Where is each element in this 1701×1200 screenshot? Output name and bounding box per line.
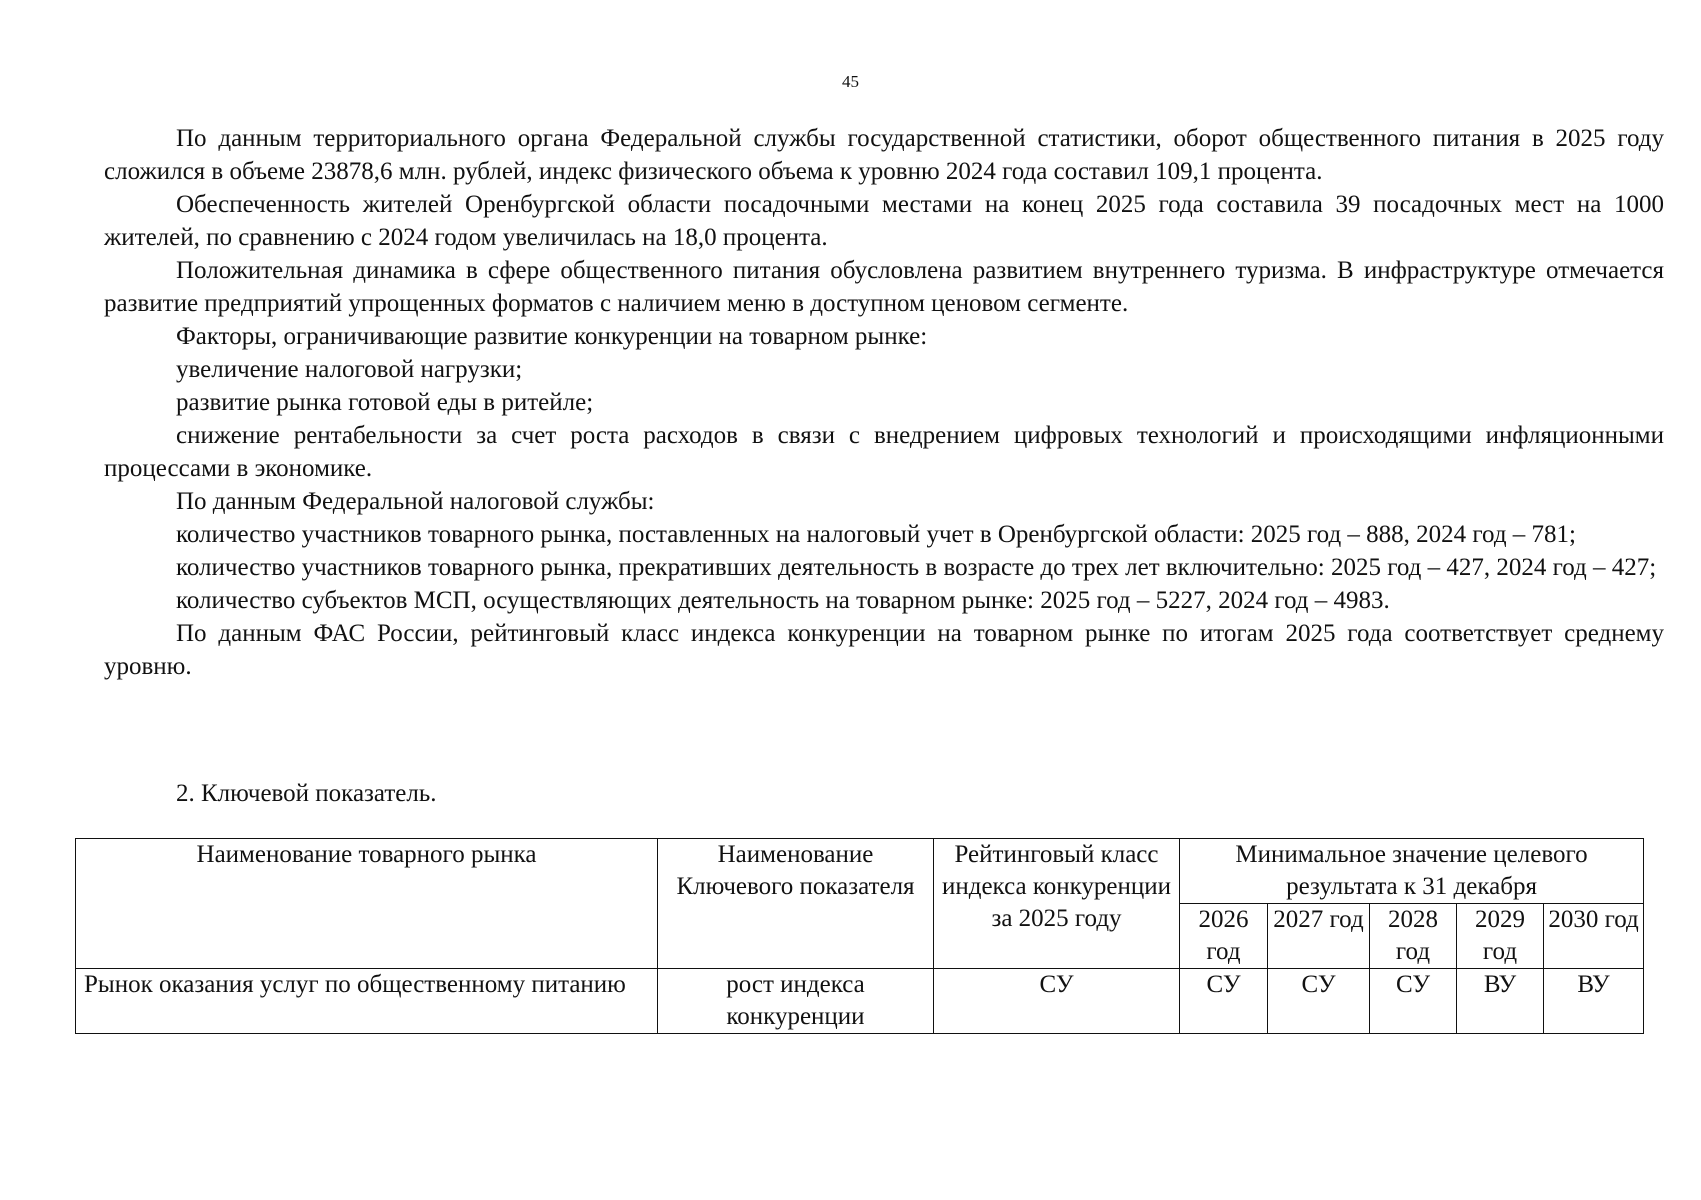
cell-target: СУ	[1268, 969, 1370, 1034]
cell-target: СУ	[1370, 969, 1457, 1034]
list-item: количество участников товарного рынка, прекративших деятельность в возрасте до трех лет включительно: 2025 год – 427, 2024 год – 427;	[176, 554, 1657, 581]
paragraph: По данным территориального органа Федеральной службы государственной статистики, оборот общественного питания в 2025 году сложился в объеме 23878,6 млн. рублей, индекс физического объема к уровню 2024 года составил 109,1 процента.	[104, 125, 1664, 185]
paragraph: Факторы, ограничивающие развитие конкуренции на товарном рынке:	[176, 323, 928, 350]
document-body	[104, 122, 1664, 683]
paragraph: По данным ФАС России, рейтинговый класс индекса конкуренции на товарном рынке по итогам 2025 года соответствует среднему уровню.	[104, 620, 1664, 680]
page-number: 45	[842, 72, 859, 91]
cell-target: ВУ	[1544, 969, 1644, 1034]
paragraph: По данным Федеральной налоговой службы:	[176, 488, 655, 515]
list-item: количество участников товарного рынка, поставленных на налоговый учет в Оренбургской области: 2025 год – 888, 2024 год – 781;	[176, 521, 1576, 548]
cell-indicator: рост индекса конкуренции	[658, 969, 934, 1034]
list-item: увеличение налоговой нагрузки;	[176, 356, 523, 383]
header-year: 2029 год	[1457, 904, 1544, 969]
cell-rating: СУ	[934, 969, 1180, 1034]
header-rating-class: Рейтинговый класс индекса конкуренции за 2025 году	[934, 839, 1180, 969]
cell-target: ВУ	[1457, 969, 1544, 1034]
cell-target: СУ	[1180, 969, 1268, 1034]
header-year: 2030 год	[1544, 904, 1644, 969]
header-year: 2028 год	[1370, 904, 1457, 969]
header-year: 2026 год	[1180, 904, 1268, 969]
paragraph: Обеспеченность жителей Оренбургской области посадочными местами на конец 2025 года составила 39 посадочных мест на 1000 жителей, по сравнению с 2024 годом увеличилась на 18,0 процента.	[104, 191, 1664, 251]
paragraph: Положительная динамика в сфере общественного питания обусловлена развитием внутреннего туризма. В инфраструктуре отмечается развитие предприятий упрощенных форматов с наличием меню в доступном ценовом сегменте.	[104, 257, 1664, 317]
list-item: снижение рентабельности за счет роста расходов в связи с внедрением цифровых технологий и происходящими инфляционными процессами в экономике.	[104, 422, 1664, 482]
table-row	[76, 969, 1644, 1034]
header-indicator-name: Наименование Ключевого показателя	[658, 839, 934, 969]
header-market-name: Наименование товарного рынка	[76, 839, 658, 969]
header-min-target: Минимальное значение целевого результата к 31 декабря	[1180, 839, 1644, 904]
list-item: количество субъектов МСП, осуществляющих деятельность на товарном рынке: 2025 год – 5227, 2024 год – 4983.	[176, 587, 1390, 614]
key-indicator-table	[75, 838, 1644, 1034]
header-year: 2027 год	[1268, 904, 1370, 969]
list-item: развитие рынка готовой еды в ритейле;	[176, 389, 594, 416]
cell-market: Рынок оказания услуг по общественному питанию	[76, 969, 658, 1034]
section-heading: 2. Ключевой показатель.	[176, 780, 437, 807]
